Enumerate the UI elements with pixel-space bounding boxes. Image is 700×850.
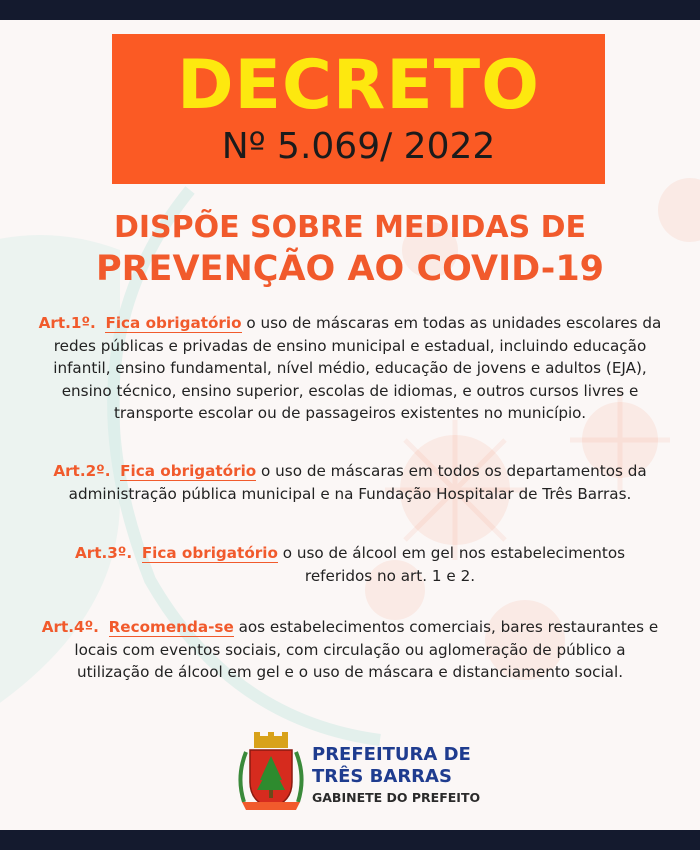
- article-text: redes públicas e privadas de ensino municipal e estadual, incluindo educação: [53, 336, 647, 355]
- decree-subtitle-line2: PREVENÇÃO AO COVID-19: [95, 249, 605, 289]
- decree-number: Nº 5.069/ 2022: [221, 126, 496, 167]
- article-4: [0, 616, 700, 684]
- article-text: o uso de álcool em gel nos estabelecimentos: [277, 544, 626, 562]
- footer-line3: GABINETE DO PREFEITO: [312, 790, 481, 805]
- decree-title-box: [112, 34, 605, 184]
- article-label: Art.4º.: [41, 618, 99, 636]
- footer-line2: TRÊS BARRAS: [312, 766, 452, 787]
- decree-title: DECRETO: [177, 46, 540, 125]
- article-text: administração pública municipal e na Fundação Hospitalar de Três Barras.: [68, 484, 632, 503]
- article-text: referidos no art. 1 e 2.: [304, 566, 476, 585]
- article-text: utilização de álcool em gel e o uso de máscara e distanciamento social.: [76, 663, 624, 681]
- article-label: Art.1º.: [38, 314, 96, 332]
- article-keyword: Fica obrigatório: [141, 544, 278, 562]
- article-1: [0, 312, 700, 425]
- article-text: infantil, ensino fundamental, nível médio, educação de jovens e adultos (EJA),: [53, 359, 647, 377]
- decree-poster: [0, 20, 700, 830]
- article-text: o uso de máscaras em todos os departamentos da: [256, 462, 647, 480]
- prefeitura-logo: [236, 732, 496, 812]
- article-text: aos estabelecimentos comerciais, bares restaurantes e: [233, 618, 659, 636]
- article-label: Art.2º.: [53, 462, 111, 480]
- footer-line1: PREFEITURA DE: [312, 744, 471, 765]
- coat-of-arms-icon: [236, 732, 306, 812]
- article-keyword: Fica obrigatório: [120, 462, 257, 480]
- article-keyword: Recomenda-se: [108, 618, 234, 636]
- decree-subtitle-line1: DISPÕE SOBRE MEDIDAS DE: [113, 210, 587, 245]
- article-text: transporte escolar ou de passageiros existentes no município.: [113, 404, 587, 422]
- article-text: locais com eventos sociais, com circulação ou aglomeração de público a: [74, 640, 626, 659]
- article-text: ensino técnico, ensino superior, escolas de idiomas, e outros cursos livres e: [61, 381, 639, 400]
- article-3: [0, 542, 700, 587]
- article-keyword: Fica obrigatório: [105, 314, 242, 332]
- article-text: o uso de máscaras em todas as unidades escolares da: [241, 314, 662, 332]
- article-label: Art.3º.: [74, 544, 133, 562]
- article-2: [0, 460, 700, 505]
